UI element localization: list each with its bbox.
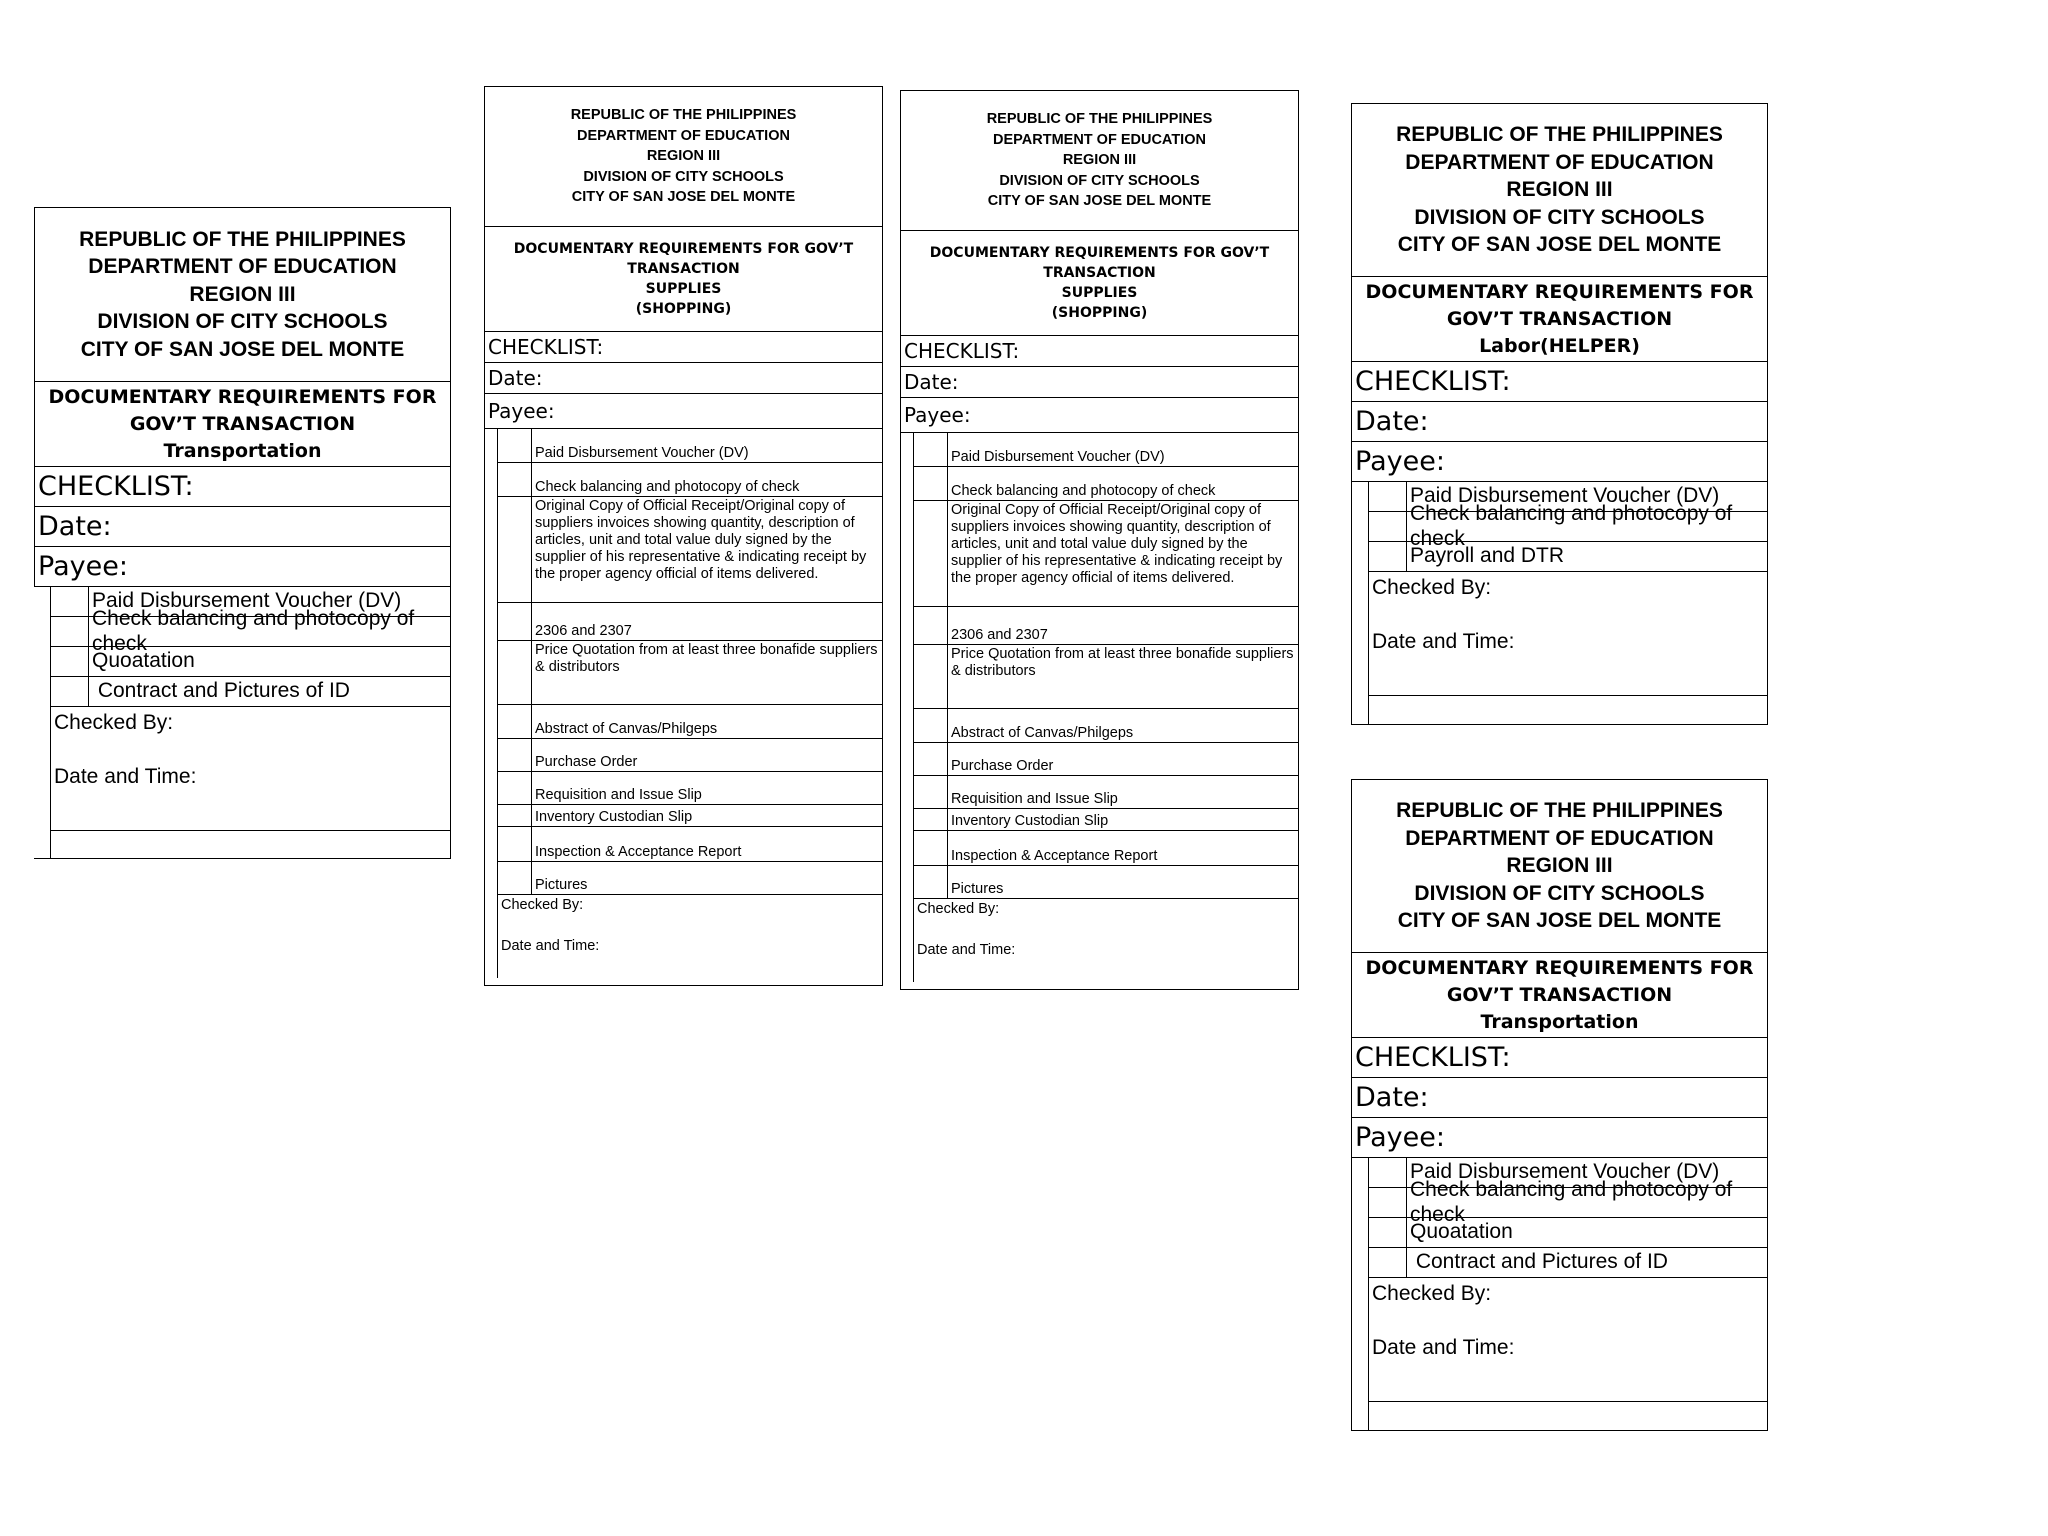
- item-label: Purchase Order: [535, 753, 638, 770]
- item-label: Pictures: [535, 876, 588, 893]
- title-line-2: TRANSACTION: [1043, 265, 1156, 281]
- checklist-item: [498, 705, 882, 739]
- checklist-label: CHECKLIST:: [1352, 362, 1767, 402]
- header-republic: REPUBLIC OF THE PHILIPPINES: [986, 111, 1213, 128]
- header-region: REGION III: [1506, 178, 1613, 202]
- checkbox[interactable]: [914, 709, 948, 742]
- item-label: Paid Disbursement Voucher (DV): [535, 444, 749, 461]
- header-division: DIVISION OF CITY SCHOOLS: [1414, 881, 1705, 905]
- header-department: DEPARTMENT OF EDUCATION: [1405, 826, 1714, 850]
- header-department: DEPARTMENT OF EDUCATION: [577, 127, 790, 144]
- checkbox[interactable]: [498, 827, 532, 861]
- header-city: CITY OF SAN JOSE DEL MONTE: [571, 189, 796, 206]
- title-line-2: GOV’T TRANSACTION: [1446, 307, 1673, 330]
- checkbox[interactable]: [498, 463, 532, 496]
- title-line-3: Transportation: [1480, 1010, 1639, 1033]
- item-label: Check balancing and photocopy of check: [92, 606, 415, 655]
- checklist-item: [51, 606, 450, 655]
- title-line-3: Labor(HELPER): [1479, 334, 1640, 357]
- header-city: CITY OF SAN JOSE DEL MONTE: [1397, 909, 1722, 933]
- header-region: REGION III: [1062, 152, 1137, 169]
- checklist-item: [914, 866, 1298, 899]
- title-line-2: GOV’T TRANSACTION: [1446, 983, 1673, 1006]
- header-department: DEPARTMENT OF EDUCATION: [1405, 150, 1714, 174]
- title-line-1: DOCUMENTARY REQUIREMENTS FOR GOV’T: [929, 245, 1270, 261]
- checklist-item: [914, 743, 1298, 776]
- item-label: Abstract of Canvas/Philgeps: [535, 720, 718, 737]
- checklist-item: [498, 862, 882, 895]
- header-city: CITY OF SAN JOSE DEL MONTE: [987, 193, 1212, 210]
- checked-by-label: Checked By:: [917, 901, 1000, 917]
- form-labor-helper: [1351, 103, 1768, 725]
- form-header: [1352, 104, 1767, 277]
- checkbox[interactable]: [914, 866, 948, 898]
- date-field[interactable]: Date:: [1352, 1078, 1767, 1118]
- form-title: [901, 231, 1298, 336]
- item-label: Price Quotation from at least three bonafide suppliers & distributors: [951, 646, 1294, 680]
- date-time-label: Date and Time:: [1372, 630, 1515, 653]
- item-label: Inventory Custodian Slip: [535, 808, 693, 825]
- payee-field[interactable]: Payee:: [1352, 1118, 1767, 1158]
- form-header: [901, 91, 1298, 231]
- title-line-1: DOCUMENTARY REQUIREMENTS FOR: [1365, 956, 1754, 979]
- checklist-item: [1369, 501, 1767, 550]
- checklist-item: [498, 603, 882, 641]
- item-label: Requisition and Issue Slip: [535, 786, 702, 803]
- header-division: DIVISION OF CITY SCHOOLS: [999, 172, 1200, 189]
- checked-by-label: Checked By:: [1372, 576, 1492, 599]
- header-republic: REPUBLIC OF THE PHILIPPINES: [1396, 799, 1723, 823]
- item-label: Check balancing and photocopy of check: [1410, 1177, 1733, 1226]
- header-republic: REPUBLIC OF THE PHILIPPINES: [570, 107, 797, 124]
- header-republic: REPUBLIC OF THE PHILIPPINES: [79, 227, 406, 251]
- payee-field[interactable]: Payee:: [485, 394, 882, 429]
- header-division: DIVISION OF CITY SCHOOLS: [583, 168, 784, 185]
- header-department: DEPARTMENT OF EDUCATION: [88, 255, 397, 279]
- checklist-item: [498, 641, 882, 705]
- checklist-item: [914, 467, 1298, 501]
- title-line-2: TRANSACTION: [627, 261, 740, 277]
- checklist-item: [51, 677, 450, 707]
- header-region: REGION III: [189, 282, 296, 306]
- item-label: Quoatation: [92, 649, 195, 673]
- title-line-1: DOCUMENTARY REQUIREMENTS FOR: [48, 385, 437, 408]
- checklist-item: [498, 497, 882, 603]
- date-field[interactable]: Date:: [901, 367, 1298, 398]
- checkbox[interactable]: [914, 433, 948, 466]
- item-label: Paid Disbursement Voucher (DV): [92, 589, 402, 613]
- checklist-item: [914, 776, 1298, 809]
- item-label: Inventory Custodian Slip: [951, 812, 1109, 829]
- checkbox[interactable]: [498, 497, 532, 602]
- date-time-label: Date and Time:: [917, 942, 1016, 958]
- checklist-item: [498, 805, 882, 827]
- checkbox[interactable]: [914, 607, 948, 644]
- checkbox[interactable]: [914, 467, 948, 500]
- item-label: Requisition and Issue Slip: [951, 790, 1118, 807]
- checklist-item: [498, 827, 882, 862]
- checklist-label: CHECKLIST:: [1352, 1038, 1767, 1078]
- date-time-label: Date and Time:: [501, 938, 600, 954]
- item-label: Paid Disbursement Voucher (DV): [1410, 484, 1720, 508]
- form-header: [485, 87, 882, 227]
- checkbox[interactable]: [1369, 1188, 1407, 1217]
- checked-by-section: [1369, 1278, 1767, 1402]
- form-title: [1352, 277, 1767, 362]
- checkbox[interactable]: [51, 647, 89, 676]
- form-title: [1352, 953, 1767, 1038]
- item-label: Purchase Order: [951, 757, 1054, 774]
- payee-field[interactable]: Payee:: [34, 547, 450, 587]
- title-line-2: GOV’T TRANSACTION: [129, 412, 356, 435]
- header-division: DIVISION OF CITY SCHOOLS: [97, 310, 388, 334]
- header-republic: REPUBLIC OF THE PHILIPPINES: [1396, 123, 1723, 147]
- form-supplies-b: [900, 90, 1299, 990]
- checkbox[interactable]: [498, 705, 532, 738]
- header-region: REGION III: [646, 148, 721, 165]
- checklist-item: [1369, 1248, 1767, 1278]
- item-label: Price Quotation from at least three bonafide suppliers & distributors: [535, 642, 878, 676]
- title-line-3: SUPPLIES: [1061, 285, 1138, 301]
- checkbox[interactable]: [1369, 1218, 1407, 1247]
- item-label: Inspection & Acceptance Report: [535, 843, 742, 860]
- title-line-4: (SHOPPING): [635, 301, 732, 317]
- title-line-4: (SHOPPING): [1051, 305, 1148, 321]
- date-field[interactable]: Date:: [485, 363, 882, 394]
- form-supplies-a: [484, 86, 883, 986]
- checkbox[interactable]: [498, 805, 532, 826]
- item-label: Original Copy of Official Receipt/Original copy of suppliers invoices showing quantity, description of articles, unit and total value duly signed by the supplier of his representative & indicating receipt by the proper agency official of items delivered.: [951, 502, 1283, 587]
- item-label: Quoatation: [1410, 1220, 1513, 1244]
- checklist-label: CHECKLIST:: [901, 336, 1298, 367]
- date-field[interactable]: Date:: [34, 507, 450, 547]
- checklist-item: [914, 433, 1298, 467]
- form-header: [1352, 780, 1767, 953]
- checkbox[interactable]: [498, 772, 532, 804]
- item-label: Original Copy of Official Receipt/Original copy of suppliers invoices showing quantity, description of articles, unit and total value duly signed by the supplier of his representative & indicating receipt by the proper agency official of items delivered.: [535, 498, 867, 583]
- date-time-label: Date and Time:: [1372, 1336, 1515, 1359]
- checked-by-label: Checked By:: [501, 897, 584, 913]
- date-time-label: Date and Time:: [54, 765, 197, 788]
- checkbox[interactable]: [51, 617, 89, 646]
- item-label: Pictures: [951, 880, 1004, 897]
- checkbox[interactable]: [1369, 482, 1407, 511]
- item-label: Check balancing and photocopy of check: [1410, 501, 1733, 550]
- checkbox[interactable]: [1369, 1158, 1407, 1187]
- title-line-1: DOCUMENTARY REQUIREMENTS FOR GOV’T: [513, 241, 854, 257]
- checkbox[interactable]: [1369, 1248, 1407, 1277]
- form-title: [485, 227, 882, 332]
- checked-by-section: [914, 899, 1298, 982]
- checked-by-label: Checked By:: [54, 711, 174, 734]
- payee-field[interactable]: Payee:: [1352, 442, 1767, 482]
- checklist-label: CHECKLIST:: [34, 467, 450, 507]
- item-label: Paid Disbursement Voucher (DV): [1410, 1160, 1720, 1184]
- payee-field[interactable]: Payee:: [901, 398, 1298, 433]
- item-label: Check balancing and photocopy of check: [951, 482, 1216, 499]
- header-region: REGION III: [1506, 854, 1613, 878]
- checkbox[interactable]: [914, 743, 948, 775]
- checkbox[interactable]: [914, 645, 948, 708]
- item-label: Inspection & Acceptance Report: [951, 847, 1158, 864]
- title-line-1: DOCUMENTARY REQUIREMENTS FOR: [1365, 280, 1754, 303]
- item-label: 2306 and 2307: [951, 626, 1048, 643]
- checkbox[interactable]: [914, 501, 948, 606]
- checklist-item: [1369, 1177, 1767, 1226]
- item-label: Abstract of Canvas/Philgeps: [951, 724, 1134, 741]
- item-label: 2306 and 2307: [535, 622, 632, 639]
- header-city: CITY OF SAN JOSE DEL MONTE: [80, 337, 405, 361]
- checklist-label: CHECKLIST:: [485, 332, 882, 363]
- checkbox[interactable]: [498, 603, 532, 640]
- checked-by-section: [498, 895, 882, 978]
- checklist-item: [498, 429, 882, 463]
- checklist-item: [914, 501, 1298, 607]
- checkbox[interactable]: [1369, 542, 1407, 571]
- checkbox[interactable]: [498, 739, 532, 771]
- form-transportation-left: [34, 207, 451, 859]
- checked-by-section: [51, 707, 450, 831]
- checkbox[interactable]: [498, 641, 532, 704]
- date-field[interactable]: Date:: [1352, 402, 1767, 442]
- checkbox[interactable]: [914, 831, 948, 865]
- checklist-item: [914, 809, 1298, 831]
- checklist-item: [498, 772, 882, 805]
- title-line-3: SUPPLIES: [645, 281, 722, 297]
- checklist-item: [914, 607, 1298, 645]
- item-label: Paid Disbursement Voucher (DV): [951, 448, 1165, 465]
- checkbox[interactable]: [914, 809, 948, 830]
- item-label: Contract and Pictures of ID: [92, 679, 350, 703]
- checked-by-label: Checked By:: [1372, 1282, 1492, 1305]
- checklist-item: [914, 645, 1298, 709]
- checklist-item: [914, 831, 1298, 866]
- checkbox[interactable]: [498, 429, 532, 462]
- checkbox[interactable]: [1369, 512, 1407, 541]
- item-label: Payroll and DTR: [1410, 544, 1565, 568]
- checked-by-section: [1369, 572, 1767, 696]
- form-transportation-right: [1351, 779, 1768, 1431]
- header-department: DEPARTMENT OF EDUCATION: [993, 131, 1206, 148]
- item-label: Contract and Pictures of ID: [1410, 1250, 1668, 1274]
- title-line-3: Transportation: [163, 439, 322, 462]
- checkbox[interactable]: [914, 776, 948, 808]
- checklist-item: [914, 709, 1298, 743]
- checkbox[interactable]: [498, 862, 532, 894]
- header-division: DIVISION OF CITY SCHOOLS: [1414, 205, 1705, 229]
- header-city: CITY OF SAN JOSE DEL MONTE: [1397, 233, 1722, 257]
- checklist-item: [498, 463, 882, 497]
- checkbox[interactable]: [51, 677, 89, 706]
- item-label: Check balancing and photocopy of check: [535, 478, 800, 495]
- checkbox[interactable]: [51, 587, 89, 616]
- checklist-item: [498, 739, 882, 772]
